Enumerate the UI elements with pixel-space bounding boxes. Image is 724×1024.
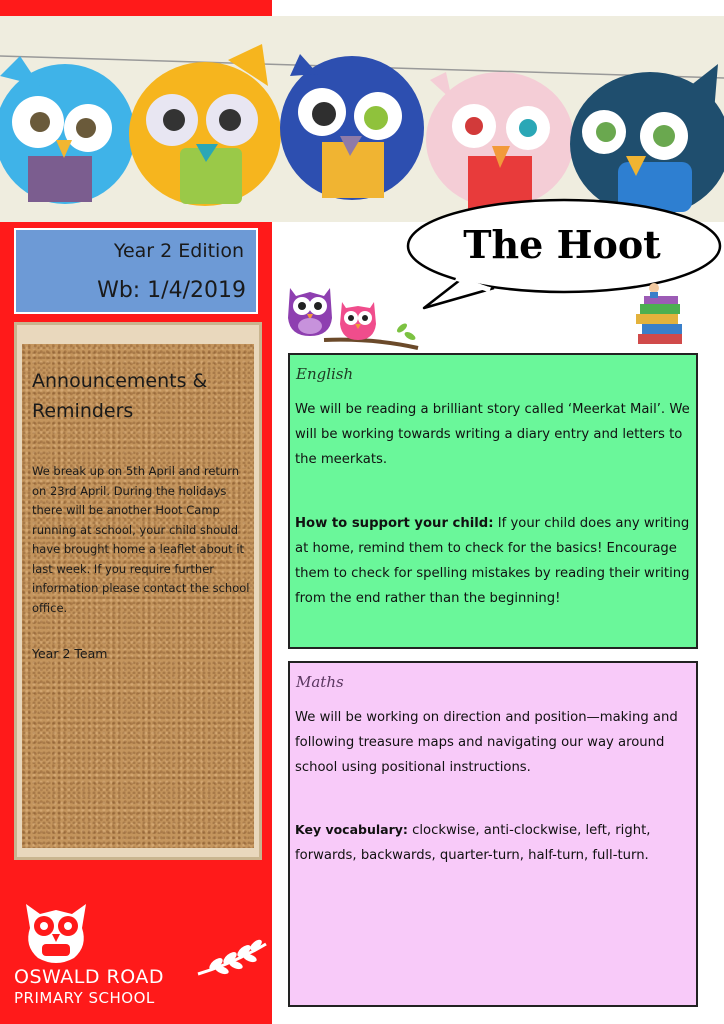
- fabric-owl-pink: [426, 72, 574, 210]
- english-title: English: [296, 365, 354, 383]
- english-intro: We will be reading a brilliant story called ‘Meerkat Mail’. We will be working towards writing a diary entry and letters to the meerkats.: [295, 402, 690, 467]
- english-support-label: How to support your child:: [295, 516, 494, 531]
- fabric-owl-navy: [280, 54, 424, 200]
- school-name-line1: OSWALD ROAD: [14, 966, 164, 988]
- edition-box: [14, 228, 258, 314]
- maths-vocabulary: [295, 817, 691, 868]
- announcements-text: We break up on 5th April and return on 23rd April. During the holidays there will be another Hoot Camp running at school, your child should have brought home a leaflet about it last week. If you require further information please contact the school office.: [32, 464, 250, 615]
- maths-section: [288, 661, 698, 1007]
- week-beginning-label: Wb: 1/4/2019: [97, 278, 246, 303]
- english-support: [295, 511, 691, 611]
- announcements-signoff: Year 2 Team: [32, 646, 108, 661]
- cork-board: [22, 344, 254, 848]
- school-name-line2: PRIMARY SCHOOL: [14, 989, 155, 1007]
- maths-title: Maths: [296, 673, 344, 691]
- fabric-owl-blue: [0, 56, 135, 204]
- owl-banner-image: [0, 16, 724, 222]
- maths-vocab-label: Key vocabulary:: [295, 822, 408, 837]
- edition-label: Year 2 Edition: [113, 240, 244, 262]
- maths-vocab-text: clockwise, anti-clockwise, left, right, forwards, backwards, quarter-turn, half-turn, full-turn.: [295, 823, 651, 863]
- book-stack-icon: [632, 280, 686, 350]
- announcements-title: Announcements & Reminders: [32, 370, 208, 422]
- maths-intro: We will be working on direction and position—making and following treasure maps and navigating our way around school using positional instructions.: [295, 710, 678, 775]
- english-support-text: If your child does any writing at home, remind them to check for the basics! Encourage them to check for spelling mistakes by reading their writing from the end rather than the beginning!: [295, 516, 690, 606]
- school-owl-logo-icon: [18, 898, 94, 968]
- cartoon-owls-icon: [284, 278, 420, 356]
- newsletter-title: The Hoot: [463, 222, 661, 267]
- english-section: [288, 353, 698, 649]
- laurel-branch-icon: [196, 938, 268, 978]
- fabric-owl-yellow: [129, 44, 281, 206]
- announcements-board: [14, 322, 262, 860]
- fabric-owl-teal: [570, 64, 724, 216]
